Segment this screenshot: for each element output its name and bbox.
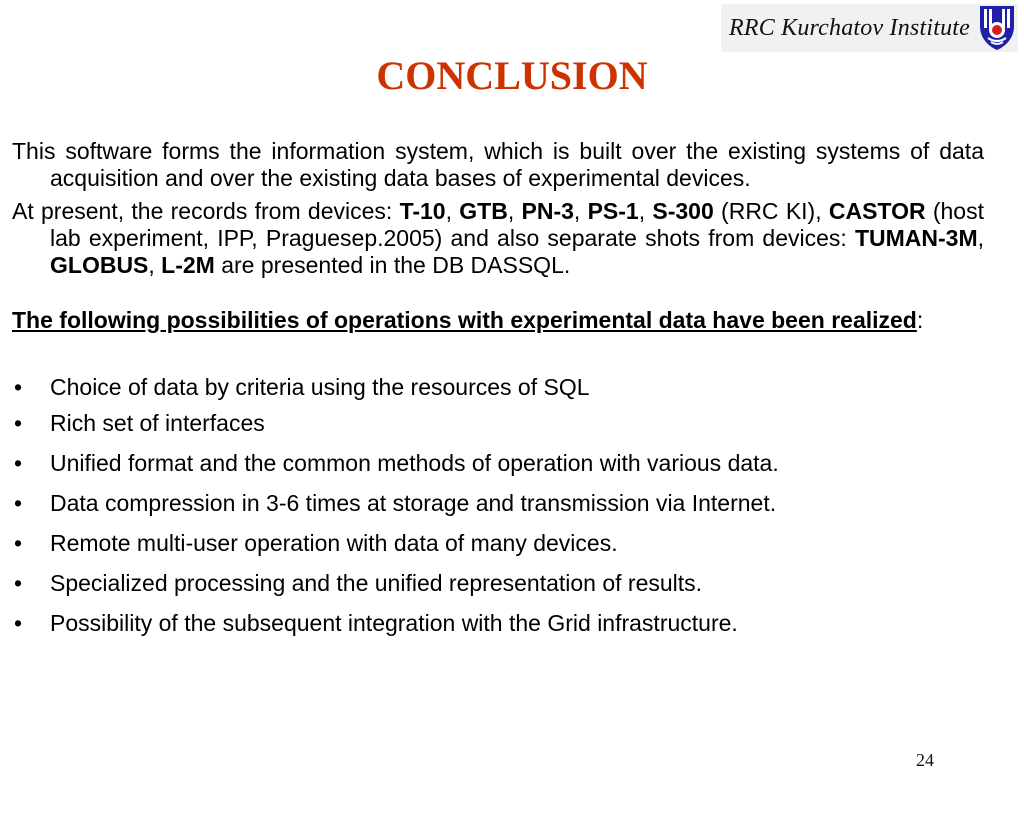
devices-outro: are presented in the DB DASSQL. — [214, 252, 571, 278]
bullet-icon: • — [14, 374, 23, 400]
operations-subheading: The following possibilities of operations with experimental data have been realized: — [12, 307, 924, 333]
ki-note: (RRC KI), — [713, 198, 829, 224]
subheading-text: The following possibilities of operations with experimental data have been realized — [12, 307, 917, 333]
slide-body — [12, 138, 984, 637]
device-tuman3m: TUMAN-3M — [854, 225, 978, 251]
operations-list — [12, 374, 984, 637]
bullet-icon: • — [14, 570, 23, 596]
list-item: • Choice of data by criteria using the resources of SQL — [14, 374, 590, 400]
castor-note: (host lab experiment, IPP, Praguesep.2005) and also separate shots from devices: — [50, 198, 984, 251]
list-item: • Data compression in 3-6 times at storage and transmission via Internet. — [14, 490, 777, 516]
bullet-icon: • — [14, 490, 23, 516]
list-item: • Unified format and the common methods of operation with various data. — [14, 450, 779, 476]
list-item: • Remote multi-user operation with data of many devices. — [14, 530, 618, 556]
device-pn3: PN-3 — [521, 198, 574, 224]
bullet-icon: • — [14, 450, 23, 476]
slide-title: CONCLUSION — [376, 53, 648, 98]
kurchatov-shield-logo-icon — [978, 4, 1016, 52]
bullet-icon: • — [14, 610, 23, 636]
paragraph-devices: At present, the records from devices: T-10, GTB, PN-3, PS-1, S-300 (RRC KI), CASTOR (host lab experiment, IPP, Praguesep.2005) and also separate shots from devices: TUMAN-3M, GLOBUS, L-2M are presented in the DB DASSQL. — [12, 198, 984, 278]
devices-intro: At present, the records from devices: — [12, 198, 400, 224]
device-castor: CASTOR — [828, 198, 926, 224]
institute-name: RRC Kurchatov Institute — [728, 14, 970, 41]
bullet-icon: • — [14, 530, 23, 556]
device-ps1: PS-1 — [587, 198, 639, 224]
device-l2m: L-2M — [161, 252, 215, 278]
device-gtb: GTB — [459, 198, 508, 224]
header-brand — [721, 4, 1018, 52]
list-item: • Specialized processing and the unified representation of results. — [14, 570, 703, 596]
paragraph-intro: This software forms the information system, which is built over the existing systems of data acquisition and over the existing data bases of experimental devices. — [12, 138, 984, 191]
device-t10: T-10 — [399, 198, 446, 224]
device-s300: S-300 — [652, 198, 714, 224]
list-item: • Possibility of the subsequent integration with the Grid infrastructure. — [14, 610, 738, 636]
device-globus: GLOBUS — [50, 252, 149, 278]
page-number: 24 — [916, 750, 934, 770]
bullet-icon: • — [14, 410, 23, 436]
list-item: • Rich set of interfaces — [14, 410, 265, 436]
